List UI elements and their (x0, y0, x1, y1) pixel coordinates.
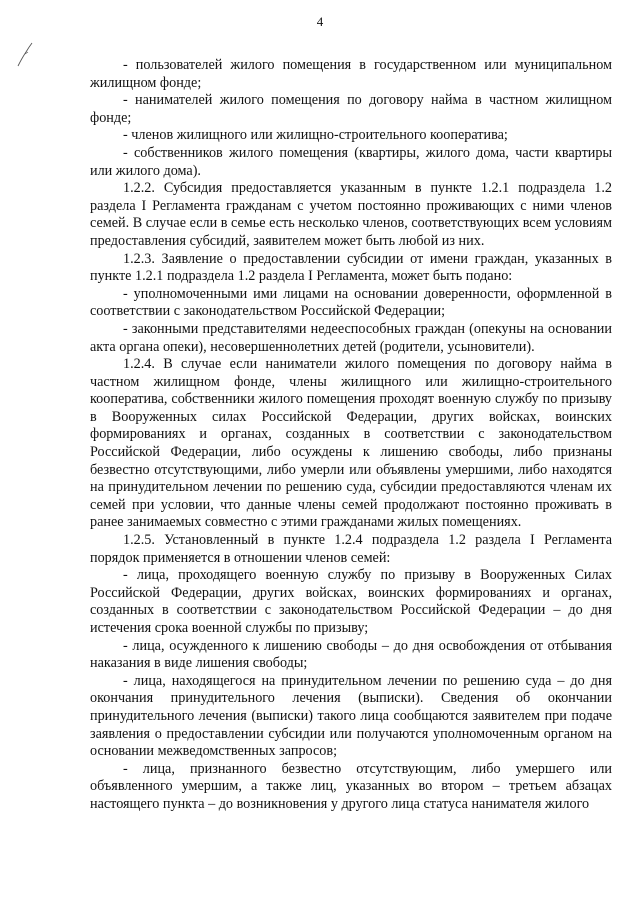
document-body (90, 57, 612, 814)
paragraph-cooperative-members: - членов жилищного или жилищно-строительного кооператива; (123, 127, 508, 144)
paragraph-owners: - собственников жилого помещения (квартиры, жилого дома, части квартиры или жилого дома). (90, 144, 612, 179)
paragraph-compulsory-treatment: - лица, находящегося на принудительном лечении по решению суда – до дня окончания принудительного лечения (выписки). Сведения об окончании принудительного лечения (выписки) такого лица сообщаются заявителем при подаче заявления о предоставлении субсидии или получаются уполномоченным органом на основании межведомственных запросов; (90, 672, 612, 760)
paragraph-users-state-fund: - пользователей жилого помещения в государственном или муниципальном жилищном фонде; (90, 57, 612, 91)
paragraph-legal-representatives: - законными представителями недееспособных граждан (опекуны на основании акта органа опеки), несовершеннолетних детей (родители, усыновители). (90, 320, 612, 355)
paragraph-1-2-3: 1.2.3. Заявление о предоставлении субсидии от имени граждан, указанных в пункте 1.2.1 подраздела 1.2 раздела I Регламента, может быть подано: (90, 250, 612, 285)
paragraph-1-2-4: 1.2.4. В случае если наниматели жилого помещения по договору найма в частном жилищном фонде, члены жилищного или жилищно-строительного кооператива, собственники жилого помещения проходят военную службу по призыву в Вооруженных силах Российской Федерации, других войсках, воинских формированиях и органах, созданных в соответствии с законодательством Российской Федерации, либо осуждены к лишению свободы, либо признаны безвестно отсутствующими, либо умерли или объявлены умершими, либо находятся на принудительном лечении по решению суда, субсидии предоставляются членам их семей при условии, что данные члены семей продолжают постоянно проживать в ранее занимаемых совместно с этими гражданами жилых помещениях. (90, 356, 612, 531)
paragraph-authorized-persons: - уполномоченными ими лицами на основании доверенности, оформленной в соответствии с законодательством Российской Федерации; (90, 285, 612, 320)
paragraph-1-2-5: 1.2.5. Установленный в пункте 1.2.4 подраздела 1.2 раздела I Регламента порядок применяется в отношении членов семей: (90, 532, 612, 566)
paragraph-missing-deceased: - лица, признанного безвестно отсутствующим, либо умершего или объявленного умершим, а также лиц, указанных во втором – третьем абзацах настоящего пункта – до возникновения у другого лица статуса нанимателя жилого (90, 760, 612, 812)
paragraph-1-2-2: 1.2.2. Субсидия предоставляется указанным в пункте 1.2.1 подраздела 1.2 раздела I Регламента гражданам с учетом постоянно проживающих с ними членов семей. В случае если в семье есть несколько членов, соответствующих всем условиям предоставления субсидий, заявителем может быть любой из них. (90, 180, 612, 249)
pen-stroke-mark (16, 40, 34, 68)
paragraph-military-service: - лица, проходящего военную службу по призыву в Вооруженных Силах Российской Федерации, других войсках, воинских формированиях и органах, созданных в соответствии с законодательством Российской Федерации – до дня истечения срока военной службы по призыву; (90, 567, 612, 636)
page-number: 4 (316, 14, 324, 29)
paragraph-tenants-private-fund: - нанимателей жилого помещения по договору найма в частном жилищном фонде; (90, 92, 612, 126)
paragraph-convicted: - лица, осужденного к лишению свободы – до дня освобождения от отбывания наказания в виде лишения свободы; (90, 637, 612, 672)
